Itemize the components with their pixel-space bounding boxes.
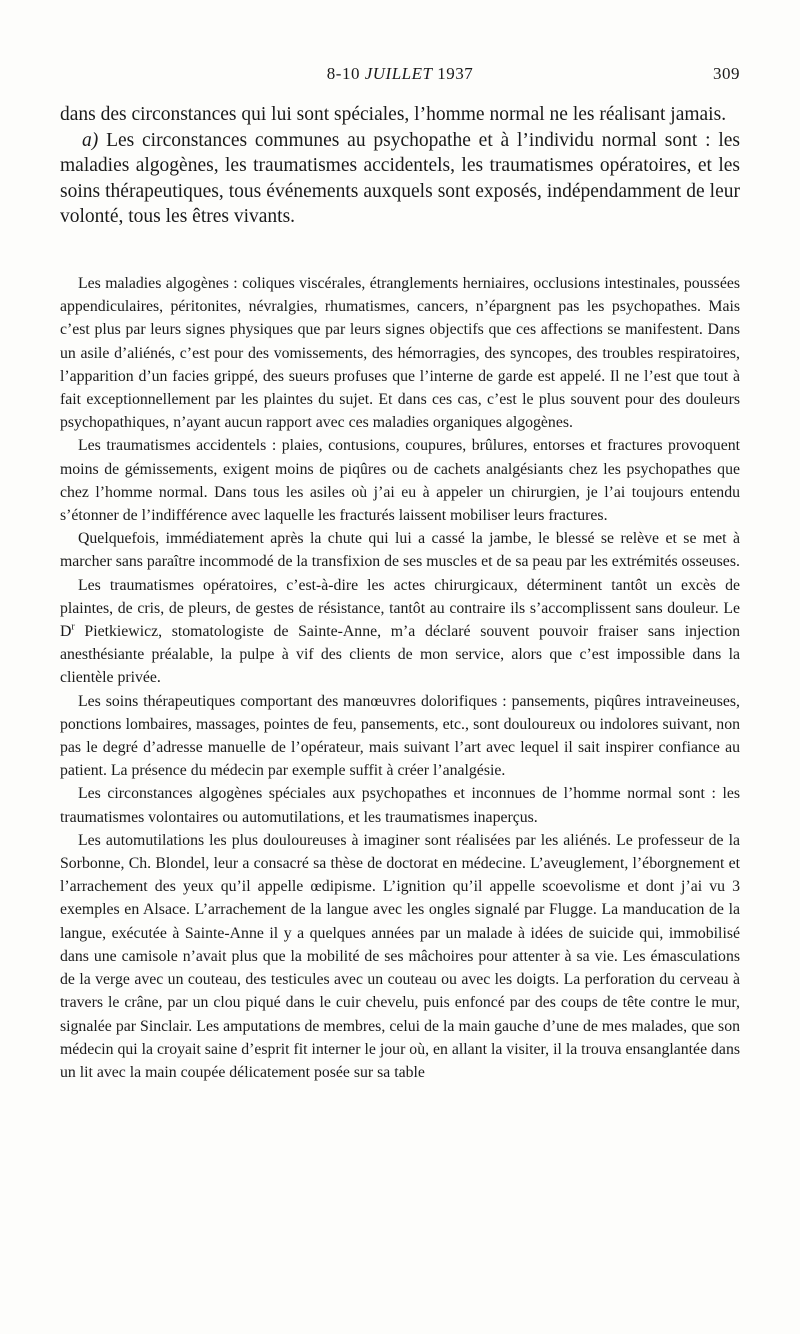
date-prefix: 8-10 [326, 64, 365, 83]
paragraph-automutilations: Les automutilations les plus douloureuses à imaginer sont réalisées par les aliénés. Le professeur de la Sorbonne, Ch. Blondel, leur a consacré sa thèse de doctorat en médecine. L’aveuglement, l’éborgnement et l’arrachement des yeux qu’il appelle œdipisme. L’ignition qu’il appelle scoevolisme et dont j’ai vu 3 exemples en Alsace. L’arrachement de la langue avec les ongles signalé par Flugge. La manducation de la langue, exécutée à Sainte-Anne il y a quelques années par un malade à idées de suicide qui, immobilisé dans une camisole n’avait plus que la mobilité de ses mâchoires pour attenter à sa vie. Les émasculations de la verge avec un couteau, des testicules avec un couteau ou avec les doigts. La perforation du cerveau à travers le crâne, par un clou piqué dans le cuir chevelu, puis enfoncé par des coups de tête contre le mur, signalée par Sinclair. Les amputations de membres, celui de la main gauche d’une de mes malades, que son médecin qui la croyait saine d’esprit fit interner le jour où, en allant la visiter, il la trouva ensanglantée dans un lit avec la main coupée délicatement posée sur sa table [60, 831, 740, 1081]
p4-before: Les traumatismes opératoires, c’est-à-dire les actes chirurgicaux, déterminent tantôt un excès de plaintes, de cris, de pleurs, de gestes de résistance, tantôt au contraire ils s’accomplissent sans douleur. Le D [60, 576, 740, 641]
paragraph-traumatismes-accidentels: Les traumatismes accidentels : plaies, contusions, coupures, brûlures, entorses et fractures provoquent moins de gémissements, exigent moins de piqûres ou de cachets analgésiants chez les psychopathes que chez l’homme normal. Dans tous les asiles où j’ai eu à appeler un chirurgien, je l’ai toujours entendu s’étonner de l’indifférence avec laquelle les fracturés laissent mobiliser leurs fractures. [60, 437, 740, 525]
list-marker-a: a) [82, 129, 99, 151]
page-header [60, 64, 740, 90]
date-year: 1937 [432, 64, 474, 83]
p4-after: Pietkiewicz, stomatologiste de Sainte-Anne, m’a déclaré souvent pouvoir fraiser sans injection anesthésiante préalable, la pulpe à vif des clients de mon service, alors que c’est impossible dans la clientèle privée. [60, 623, 740, 687]
p4-sup: r [71, 621, 75, 633]
paragraph-soins-therapeutiques: Les soins thérapeutiques comportant des manœuvres dolorifiques : pansements, piqûres intraveineuses, ponctions lombaires, massages, pointes de feu, pansements, etc., sont douloureux ou indolores suivant, non pas le degré d’adresse manuelle de l’opérateur, mais suivant l’art avec lequel il sait inspirer confiance au patient. La présence du médecin par exemple suffit à créer l’analgésie. [60, 692, 740, 780]
header-date [60, 64, 740, 84]
paragraph-continuation: dans des circonstances qui lui sont spéciales, l’homme normal ne les réalisant jamais. [60, 104, 727, 125]
paragraph-circumstances-text: Les circonstances communes au psychopathe et à l’individu normal sont : les maladies algogènes, les traumatismes accidentels, les traumatismes opératoires, et les soins thérapeutiques, tous événements auxquels sont exposés, indépendamment de leur volonté, tous les êtres vivants. [60, 129, 740, 227]
page-number: 309 [713, 64, 740, 83]
paragraph-maladies: Les maladies algogènes : coliques viscérales, étranglements herniaires, occlusions intestinales, poussées appendiculaires, péritonites, névralgies, rhumatismes, cancers, n’épargnent pas les psychopathes. Mais c’est plus par leurs signes physiques que par leurs signes objectifs que ces affections se manifestent. Dans un asile d’aliénés, c’est pour des vomissements, des hémorragies, des syncopes, des troubles respiratoires, l’apparition d’un facies grippé, des sueurs profuses que l’interne de garde est appelé. Il ne l’est que tout à fait exceptionnellement par les plaintes du sujet. Et dans ces cas, c’est le plus souvent pour des douleurs psychopathiques, n’ayant aucun rapport avec ces maladies organiques algogènes. [60, 275, 740, 432]
paragraph-quelquefois: Quelquefois, immédiatement après la chute qui lui a cassé la jambe, le blessé se relève et se met à marcher sans paraître incommodé de la transfixion de ses muscles et de sa peau par les extrémités osseuses. [60, 530, 740, 571]
paragraph-circumstances [60, 128, 740, 230]
paragraph-traumatismes-operatoires [60, 574, 740, 690]
date-month: JUILLET [364, 64, 433, 83]
main-text-block [60, 102, 740, 230]
paragraph-circonstances-speciales: Les circonstances algogènes spéciales aux psychopathes et inconnues de l’homme normal sont : les traumatismes volontaires ou automutilations, et les traumatismes inaperçus. [60, 785, 740, 826]
small-text-block [60, 272, 740, 1084]
